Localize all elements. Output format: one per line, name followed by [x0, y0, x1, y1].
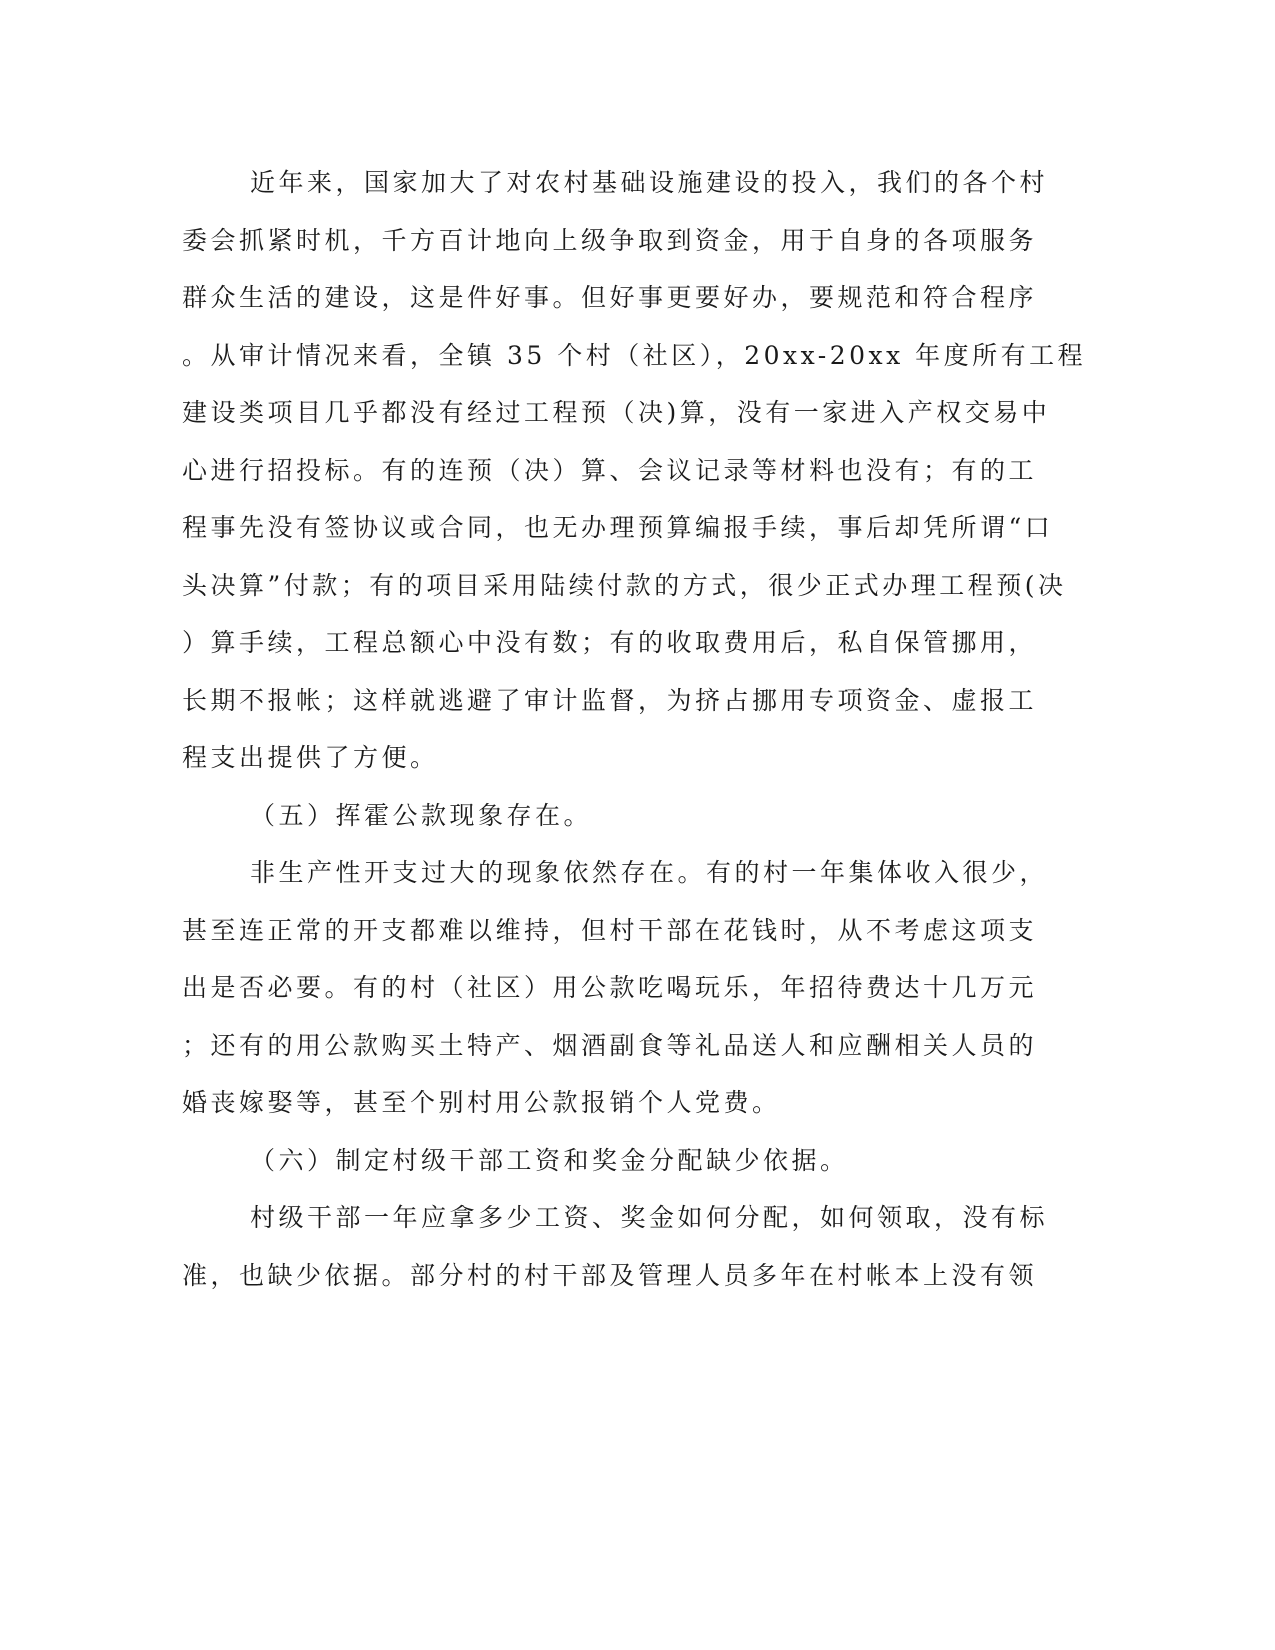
- paragraph-1-line-6: 心进行招投标。有的连预（决）算、会议记录等材料也没有；有的工: [182, 456, 1038, 485]
- paragraph-1-line-9: ）算手续，工程总额心中没有数；有的收取费用后，私自保管挪用，: [182, 628, 1038, 657]
- paragraph-3-line-1: 村级干部一年应拿多少工资、奖金如何分配，如何领取，没有标: [250, 1203, 1049, 1232]
- paragraph-1-line-1: 近年来，国家加大了对农村基础设施建设的投入，我们的各个村: [250, 168, 1049, 197]
- paragraph-1-line-7: 程事先没有签协议或合同，也无办理预算编报手续，事后却凭所谓“口: [182, 513, 1054, 542]
- paragraph-1-line-8: 头决算”付款；有的项目采用陆续付款的方式，很少正式办理工程预(决: [182, 571, 1067, 600]
- paragraph-2-line-3: 出是否必要。有的村（社区）用公款吃喝玩乐，年招待费达十几万元: [182, 973, 1038, 1002]
- paragraph-1-line-10: 长期不报帐；这样就逃避了审计监督，为挤占挪用专项资金、虚报工: [182, 686, 1038, 715]
- section-heading-5: （五）挥霍公款现象存在。: [250, 801, 593, 830]
- section-heading-6: （六）制定村级干部工资和奖金分配缺少依据。: [250, 1146, 849, 1175]
- paragraph-1-line-4: 。从审计情况来看，全镇 35 个村（社区），20xx-20xx 年度所有工程: [182, 341, 1087, 370]
- paragraph-1-line-3: 群众生活的建设，这是件好事。但好事更要好办，要规范和符合程序: [182, 283, 1038, 312]
- paragraph-2-line-4: ；还有的用公款购买土特产、烟酒副食等礼品送人和应酬相关人员的: [182, 1031, 1038, 1060]
- paragraph-1-line-11: 程支出提供了方便。: [182, 743, 439, 772]
- paragraph-2-line-2: 甚至连正常的开支都难以维持，但村干部在花钱时，从不考虑这项支: [182, 916, 1038, 945]
- paragraph-2-line-1: 非生产性开支过大的现象依然存在。有的村一年集体收入很少，: [250, 858, 1049, 887]
- paragraph-3-line-2: 准，也缺少依据。部分村的村干部及管理人员多年在村帐本上没有领: [182, 1261, 1038, 1290]
- paragraph-1-line-2: 委会抓紧时机，千方百计地向上级争取到资金，用于自身的各项服务: [182, 226, 1038, 255]
- paragraph-2-line-5: 婚丧嫁娶等，甚至个别村用公款报销个人党费。: [182, 1088, 781, 1117]
- paragraph-1-line-5: 建设类项目几乎都没有经过工程预（决)算，没有一家进入产权交易中: [182, 398, 1051, 427]
